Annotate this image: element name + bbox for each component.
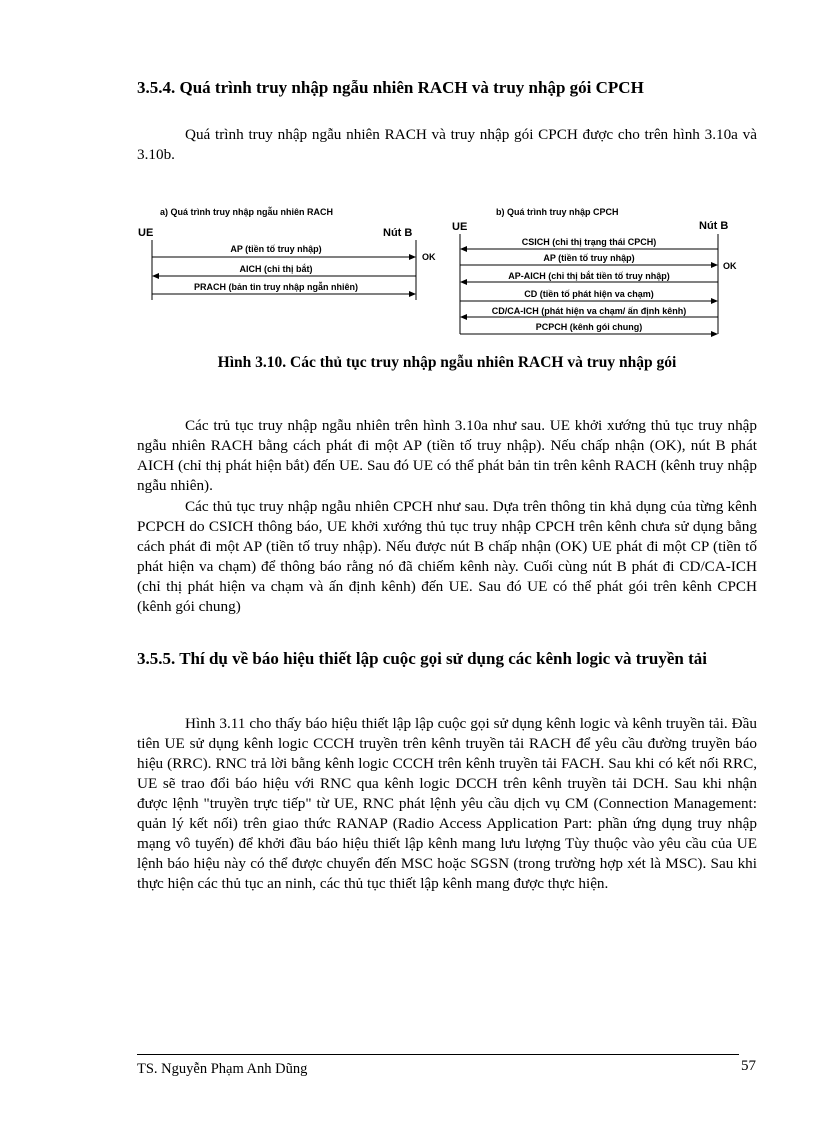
- panel-b-msg-6-label: PCPCH (kênh gói chung): [535, 322, 643, 332]
- panel-b-msg-2-label: AP (tiền tố truy nhập): [543, 253, 635, 263]
- body-paragraph-1: Các trủ tục truy nhập ngẫu nhiên trên hình 3.10a như sau. UE khởi xướng thủ tục truy nhập ngẫu nhiên RACH bằng cách phát đi một AP (tiền tố truy nhập). Nếu chấp nhận (OK), nút B phát AICH (chỉ thị phát hiện bắt) đến UE. Sau đó UE có thể phát bản tin trên kênh RACH (kênh truy nhập ngẫu nhiên).: [137, 417, 757, 494]
- figure-caption: Hình 3.10. Các thủ tục truy nhập ngẫu nhiên RACH và truy nhập gói: [217, 354, 677, 371]
- section-heading-3-5-4: 3.5.4. Quá trình truy nhập ngẫu nhiên RACH và truy nhập gói CPCH: [137, 78, 644, 97]
- panel-a-right-entity: Nút B: [383, 227, 413, 239]
- panel-a-msg-3-label: PRACH (bản tin truy nhập ngẫn nhiên): [194, 282, 358, 292]
- panel-b-title: b) Quá trình truy nhập CPCH: [496, 207, 619, 217]
- panel-a-title: a) Quá trình truy nhập ngẫu nhiên RACH: [160, 207, 333, 217]
- panel-b-left-entity: UE: [452, 221, 468, 233]
- footer-author: TS. Nguyễn Phạm Anh Dũng: [137, 1061, 308, 1077]
- panel-b-msg-3-label: AP-AICH (chỉ thị bắt tiền tố truy nhập): [508, 271, 670, 281]
- panel-b-msg-1-label: CSICH (chỉ thị trạng thái CPCH): [521, 237, 657, 247]
- panel-b-msg-2-ok: OK: [723, 261, 737, 271]
- panel-a-msg-1-label: AP (tiền tố truy nhập): [230, 244, 322, 254]
- panel-a-msg-1-ok: OK: [422, 252, 436, 262]
- figure-3-10: [138, 202, 744, 344]
- sequence-diagram: [138, 202, 744, 344]
- section-heading-3-5-5: 3.5.5. Thí dụ về báo hiệu thiết lập cuộc gọi sử dụng các kênh logic và truyền tải: [137, 649, 708, 668]
- panel-a-msg-2-label: AICH (chỉ thị bắt): [239, 264, 313, 274]
- body-paragraph-2: Các thủ tục truy nhập ngẫu nhiên CPCH như sau. Dựa trên thông tin khả dụng của từng kênh PCPCH do CSICH thông báo, UE khởi xướng thủ tục truy nhập CPCH trên kênh chưa sử dụng bằng cách phát đi một AP (tiền tố truy nhập). Nếu được nút B chấp nhận (OK) UE phát đi một CP (tiền tố phát hiện va chạm) để thông báo rằng nó đã chiếm kênh này. Cuối cùng nút B phát đi CD/CA-ICH (chỉ thị phát hiện va chạm và ấn định kênh) đến UE. Sau đó UE có thể phát gói trên kênh CPCH (kênh gói chung): [137, 498, 757, 615]
- section-2-paragraph: Hình 3.11 cho thấy báo hiệu thiết lập lập cuộc gọi sử dụng kênh logic và kênh truyền tải. Đầu tiên UE sử dụng kênh logic CCCH truyền trên kênh truyền tải RACH để yêu cầu đường truyền báo hiệu (RRC). RNC trả lời bằng kênh logic CCCH trên kênh truyền tải FACH. Sau khi có kết nối RRC, UE sẽ trao đổi báo hiệu với RNC qua kênh logic DCCH trên kênh truyền tải DCH. Sau khi nhận được lệnh "truyền trực tiếp" từ UE, RNC phát lệnh yêu cầu dịch vụ CM (Connection Management: quản lý kết nối) trên giao thức RANAP (Radio Access Application Part: phần ứng dụng truy nhập mạng vô tuyến) để khởi đầu báo hiệu thiết lập kênh mang lưu lượng Tùy thuộc vào yêu cầu của UE lệnh báo hiệu này có thể được chuyển đến MSC hoặc SGSN (trong trường hợp xét là MSC). Sau khi thực hiện các thủ tục an ninh, các thủ tục thiết lập kênh mang được thực hiện.: [137, 715, 757, 892]
- page-number: 57: [741, 1058, 756, 1074]
- footer-divider: [137, 1054, 739, 1055]
- section-intro-paragraph: Quá trình truy nhập ngẫu nhiên RACH và truy nhập gói CPCH được cho trên hình 3.10a và 3.10b.: [137, 126, 757, 163]
- panel-b-msg-5-label: CD/CA-ICH (phát hiện va chạm/ ấn định kênh): [491, 306, 687, 316]
- panel-b-right-entity: Nút B: [699, 220, 729, 232]
- panel-b-msg-4-label: CD (tiền tố phát hiện va chạm): [524, 289, 654, 299]
- panel-a-left-entity: UE: [138, 227, 154, 239]
